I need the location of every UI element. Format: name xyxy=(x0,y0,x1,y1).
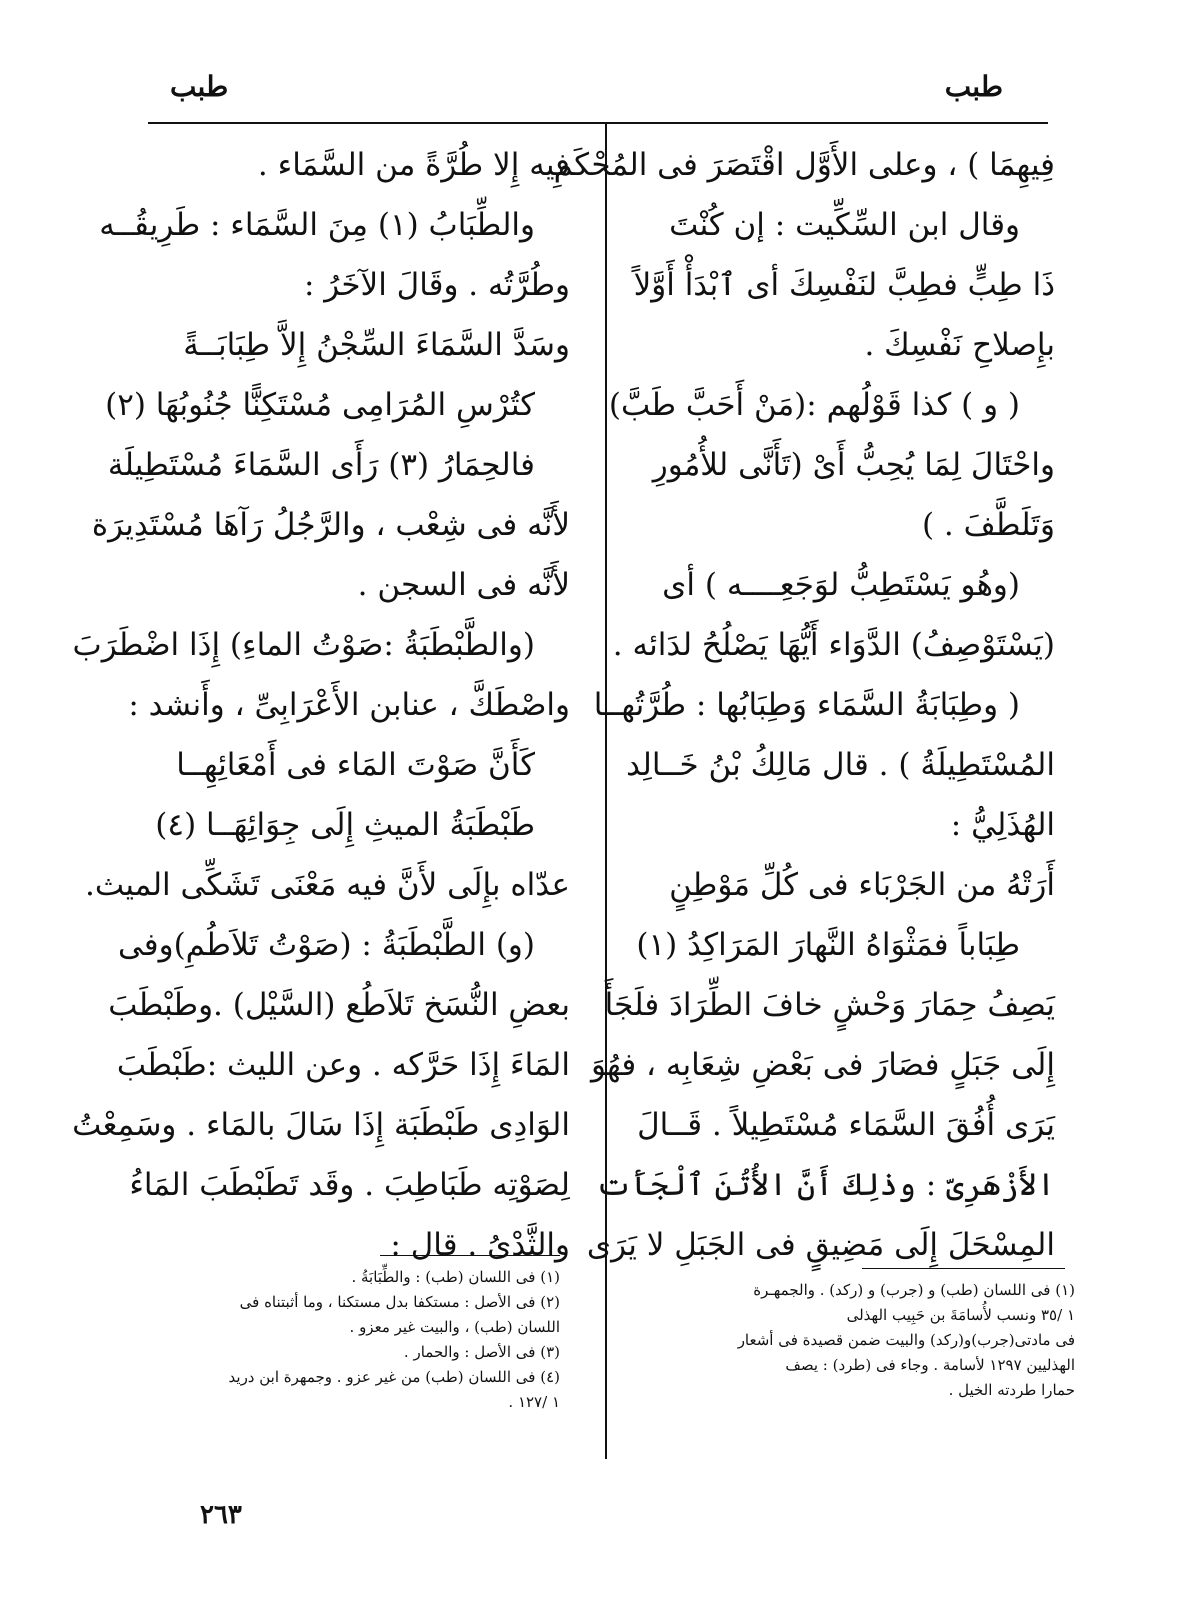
footnote xyxy=(150,1265,560,1290)
text-line: عدّاه بإِلَى لأَنَّ فيه مَعْنَى تَشَكِّى الميث. xyxy=(85,867,570,903)
text-line: المُسْتَطِيلَةُ ) . قال مَالِكُ بْنُ خَــالِد xyxy=(626,747,1055,783)
footnote-line: فى مادتى(جرب)و(ركد) والبيت ضمن قصيدة فى أشعار xyxy=(737,1331,1075,1349)
text-line: (والطَّبْطَبَةُ :صَوْتُ الماءِ) إِذَا اضْطَرَبَ xyxy=(72,627,535,663)
footnote xyxy=(150,1365,560,1415)
footnotes-right xyxy=(737,1278,1075,1403)
text-line: ذَا طِبٍّ فطِبَّ لنَفْسِكَ أى ٱبْدَأْ أَوَّلاً xyxy=(633,267,1055,303)
text-line: أَرَتْهُ من الجَرْبَاء فى كُلِّ مَوْطِنٍ xyxy=(669,867,1055,903)
text-line: وقال ابن السِّكِّيت : إن كُنْتَ xyxy=(669,207,1020,243)
text-line: وَتَلَطَّفَ . ) xyxy=(921,507,1055,543)
text-line: واحْتَالَ لِمَا يُحِبُّ أَىْ (تَأَنَّى للأُمُورِ xyxy=(652,447,1055,483)
header-root-word-right: طبب xyxy=(944,70,1003,103)
right-column xyxy=(553,135,1055,1275)
footnote xyxy=(150,1290,560,1340)
text-line: لأَنَّه فى السجن . xyxy=(357,567,570,603)
text-line: الهُذَلِيُّ : xyxy=(950,807,1055,843)
text-line: بإِصلاحِ نَفْسِكَ . xyxy=(864,327,1055,363)
footnote-line: (١) فى اللسان (طب) : والطِّبَابَةُ . xyxy=(351,1268,560,1286)
text-line: المَاءَ إِذَا حَرَّكه . وعن الليث :طَبْطَبَ xyxy=(116,1047,570,1083)
text-line: الأَزْهَرِىّ : وذٰلِكَ أَنَّ الأُتُنَ ٱلْجَأَت xyxy=(595,1167,1055,1203)
text-line: فِيهِمَا ) ، وعلى الأَوَّل اقْتَصَرَ فى المُحْكَمِ xyxy=(553,147,1055,183)
text-line: ( و ) كذا قَوْلُهم :(مَنْ أَحَبَّ طَبَّ) xyxy=(608,387,1020,423)
text-line: إِلَى جَبَلٍ فصَارَ فى بَعْضِ شِعَابِه ، فهُوَ xyxy=(591,1047,1055,1083)
footnote-rule-right xyxy=(862,1268,1065,1269)
text-line: كَأَنَّ صَوْتَ المَاء فى أَمْعَائِهِــا xyxy=(176,747,535,783)
text-line: يَرَى أُفُقَ السَّمَاء مُسْتَطِيلاً . قَــالَ xyxy=(637,1107,1055,1143)
text-line: فالحِمَارُ (٣) رَأَى السَّمَاءَ مُسْتَطِيلَة xyxy=(107,447,535,483)
text-line: (وهُو يَسْتَطِبُّ لوَجَعِــــه ) أى xyxy=(662,567,1020,603)
footnote-rule-left xyxy=(380,1255,560,1256)
footnote-line: (١) فى اللسان (طب) و (جرب) و (ركد) . والجمهـرة xyxy=(753,1281,1075,1299)
footnote-line: اللسان (طب) ، والبيت غير معزو . xyxy=(349,1318,560,1336)
text-line: ( وطِبَابَةُ السَّمَاء وَطِبَابُها : طُرَّتُهــا xyxy=(593,687,1020,723)
header-rule xyxy=(148,122,1048,124)
footnote xyxy=(737,1278,1075,1403)
footnote-line: ١ /٣٥ ونسب لأُسامَةَ بن حَبِيب الهذلى xyxy=(846,1306,1075,1324)
text-line: (يَسْتَوْصِفُ) الدَّوَاء أَيُّهَا يَصْلُحُ لدَائه . xyxy=(612,627,1055,663)
text-line: لِصَوْتِه طَبَاطِبَ . وقَد تَطَبْطَبَ المَاءُ xyxy=(129,1167,570,1203)
footnote xyxy=(150,1340,560,1365)
footnote-line: (٣) فى الأصل : والحمار . xyxy=(403,1343,560,1361)
page-number: ٢٦٣ xyxy=(200,1500,242,1530)
text-line: (و) الطَّبْطَبَةُ : (صَوْتُ تَلاَطُمِ)وفى xyxy=(117,927,535,963)
left-column xyxy=(72,135,570,1275)
header-root-word-left: طبب xyxy=(170,70,229,103)
footnote-line: الهذليين ١٢٩٧ لأسامة . وجاء فى (طرد) : يصف xyxy=(785,1356,1075,1374)
footnotes-left xyxy=(150,1265,560,1415)
text-line: يَصِفُ حِمَارَ وَحْشٍ خافَ الطِّرَادَ فلَجَأَ xyxy=(604,987,1055,1023)
footnote-line: ١ /١٢٧ . xyxy=(508,1393,560,1411)
text-line: واصْطَكَّ ، عنابن الأَعْرَابِىِّ ، وأَنشد : xyxy=(128,687,570,723)
text-line: لأَنَّه فى شِعْب ، والرَّجُلُ رَآهَا مُسْتَدِيرَة xyxy=(91,507,570,543)
text-line: طَبْطَبَةُ الميثِ إِلَى جِوَائِهَــا (٤) xyxy=(155,807,535,843)
footnote-line: (٢) فى الأصل : مستكفا بدل مستكنا ، وما أثبتناه فى xyxy=(239,1293,560,1311)
text-line: الوَادِى طَبْطَبَة إِذَا سَالَ بالمَاء . وسَمِعْتُ xyxy=(72,1107,570,1143)
text-line: كتُرْسِ المُرَامِى مُسْتَكِنًّا جُنُوبُهَا (٢) xyxy=(105,387,535,423)
text-line: وسَدَّ السَّمَاءَ السِّجْنُ إِلاَّ طِبَابَــةً xyxy=(183,327,570,363)
text-line: المِسْحَلَ إِلَى مَضِيقٍ فى الجَبَلِ لا يَرَى xyxy=(586,1227,1055,1263)
text-line: وطُرَّتُه . وقَالَ الآخَرُ : xyxy=(303,267,570,303)
text-line: فيه إِلا طُرَّةً من السَّمَاء . xyxy=(257,147,570,183)
text-line: طِبَاباً فمَثْوَاهُ النَّهارَ المَرَاكِدُ (١) xyxy=(636,927,1020,963)
text-line: والطِّبَابُ (١) مِنَ السَّمَاء : طَرِيقُــه xyxy=(99,207,535,243)
text-line: بعضِ النُّسَخ تَلاَطُع (السَّيْل) .وطَبْطَبَ xyxy=(108,987,570,1023)
footnote-line: حمارا طردته الخيل . xyxy=(948,1381,1075,1399)
text-line: والثَّدْىُ . قال : xyxy=(390,1227,570,1263)
footnote-line: (٤) فى اللسان (طب) من غير عزو . وجمهرة ابن دريد xyxy=(228,1368,560,1386)
